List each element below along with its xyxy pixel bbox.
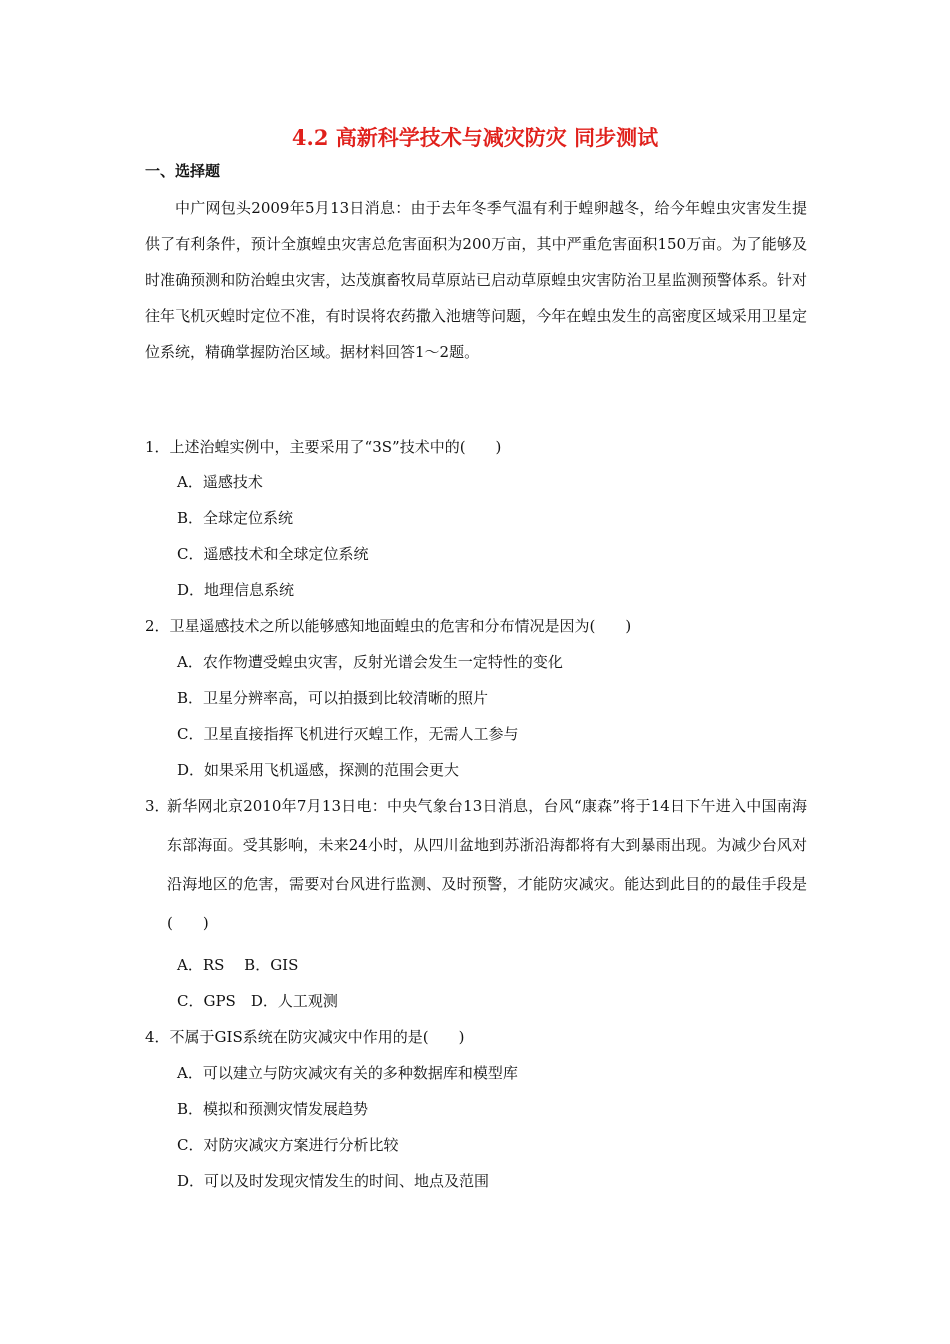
question-4-option-c: C．对防灾减灾方案进行分析比较 (177, 1136, 399, 1154)
question-3-options-cd: C．GPS D．人工观测 (177, 992, 338, 1010)
question-1-option-c: C．遥感技术和全球定位系统 (177, 545, 369, 563)
question-3-options-ab: A．RS B．GIS (177, 956, 299, 974)
question-3-stem: 新华网北京2010年7月13日电：中央气象台13日消息，台风“康森”将于14日下午进入中国南海东部海面。受其影响，未来24小时，从四川盆地到苏浙沿海都将有大到暴雨出现。为减少台风对沿海地区的危害，需要对台风进行监测、及时预警，才能防灾减灾。能达到此目的的最佳手段是( ) (167, 797, 807, 932)
question-1-stem: 1．上述治蝗实例中，主要采用了“3S”技术中的( ) (145, 438, 502, 456)
question-3-number: 3． (145, 797, 170, 815)
question-1-option-d: D．地理信息系统 (177, 581, 295, 599)
question-4-stem: 4．不属于GIS系统在防灾减灾中作用的是( ) (145, 1028, 465, 1046)
question-2-option-b: B．卫星分辨率高，可以拍摄到比较清晰的照片 (177, 689, 489, 707)
question-1-option-a: A．遥感技术 (177, 473, 263, 491)
document-title: 4.2 高新科学技术与减灾防灾 同步测试 (291, 125, 659, 150)
question-2-option-d: D．如果采用飞机遥感，探测的范围会更大 (177, 761, 460, 779)
question-4-option-b: B．模拟和预测灾情发展趋势 (177, 1100, 369, 1118)
question-1-option-b: B．全球定位系统 (177, 509, 294, 527)
question-2-option-c: C．卫星直接指挥飞机进行灭蝗工作，无需人工参与 (177, 725, 519, 743)
question-2-stem: 2．卫星遥感技术之所以能够感知地面蝗虫的危害和分布情况是因为( ) (145, 617, 632, 635)
section-heading: 一、选择题 (145, 162, 221, 180)
question-4-option-d: D．可以及时发现灾情发生的时间、地点及范围 (177, 1172, 490, 1190)
question-4-option-a: A．可以建立与防灾减灾有关的多种数据库和模型库 (177, 1064, 518, 1082)
question-2-option-a: A．农作物遭受蝗虫灾害，反射光谱会发生一定特性的变化 (177, 653, 563, 671)
reading-passage: 中广网包头2009年5月13日消息：由于去年冬季气温有利于蝗卵越冬，给今年蝗虫灾害发生提供了有利条件，预计全旗蝗虫灾害总危害面积为200万亩，其中严重危害面积150万亩。为了能够及时准确预测和防治蝗虫灾害，达茂旗畜牧局草原站已启动草原蝗虫灾害防治卫星监测预警体系。针对往年飞机灭蝗时定位不准，有时误将农药撒入池塘等问题，今年在蝗虫发生的高密度区域采用卫星定位系统，精确掌握防治区域。据材料回答1～2题。 (145, 199, 807, 361)
question-3 (145, 787, 807, 943)
